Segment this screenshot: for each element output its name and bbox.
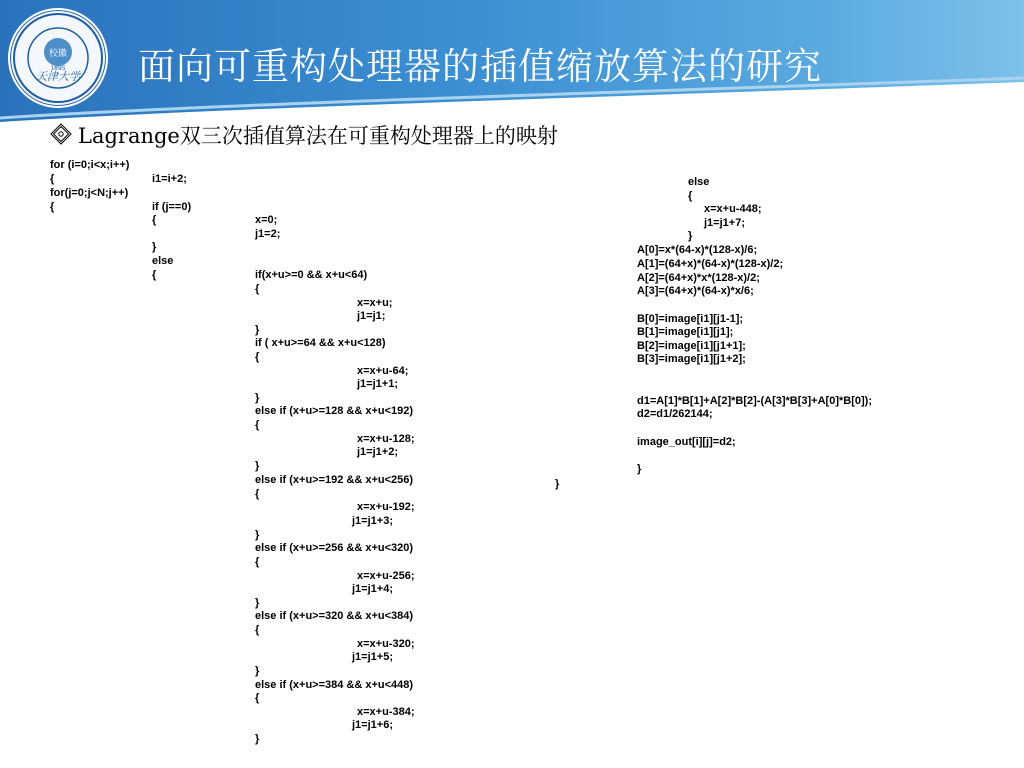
code-line: x=x+u-256; bbox=[357, 570, 415, 582]
code-line: } bbox=[152, 241, 157, 253]
code-line: B[0]=image[i1][j1-1]; bbox=[637, 313, 744, 325]
code-line: j1=j1+6; bbox=[352, 719, 393, 731]
code-line: { bbox=[50, 201, 55, 213]
code-line: } bbox=[255, 597, 260, 609]
svg-text:校徽: 校徽 bbox=[48, 49, 68, 59]
code-line: } bbox=[255, 733, 260, 745]
code-line: x=x+u-448; bbox=[704, 203, 762, 215]
code-line: } bbox=[255, 529, 260, 541]
code-line: j1=2; bbox=[255, 228, 281, 240]
code-line: { bbox=[255, 624, 260, 636]
code-line: } bbox=[637, 463, 642, 475]
code-line: i1=i+2; bbox=[152, 173, 187, 185]
code-line: for (i=0;i<x;i++) bbox=[50, 159, 130, 171]
code-line: j1=j1+2; bbox=[357, 446, 398, 458]
code-line: A[1]=(64+x)*(64-x)*(128-x)/2; bbox=[637, 258, 784, 270]
code-line: { bbox=[255, 556, 260, 568]
code-line: else if (x+u>=320 && x+u<384) bbox=[255, 610, 414, 622]
code-line: } bbox=[255, 324, 260, 336]
svg-text:1895: 1895 bbox=[50, 65, 66, 72]
code-line: d2=d1/262144; bbox=[637, 408, 713, 420]
code-line: j1=j1+4; bbox=[352, 583, 393, 595]
code-line: x=0; bbox=[255, 214, 278, 226]
code-line: if(x+u>=0 && x+u<64) bbox=[255, 269, 368, 281]
code-line: j1=j1+5; bbox=[352, 651, 393, 663]
code-line: B[1]=image[i1][j1]; bbox=[637, 326, 734, 338]
code-line: image_out[i][j]=d2; bbox=[637, 436, 736, 448]
code-line: else if (x+u>=384 && x+u<448) bbox=[255, 679, 414, 691]
code-line: B[2]=image[i1][j1+1]; bbox=[637, 340, 746, 352]
code-line: if ( x+u>=64 && x+u<128) bbox=[255, 337, 386, 349]
code-line: A[3]=(64+x)*(64-x)*x/6; bbox=[637, 285, 754, 297]
code-line: else bbox=[152, 255, 174, 267]
code-line: j1=j1; bbox=[357, 310, 386, 322]
code-line: { bbox=[255, 488, 260, 500]
section-subtitle: Lagrange双三次插值算法在可重构处理器上的映射 bbox=[78, 124, 558, 148]
code-line: x=x+u-384; bbox=[357, 706, 415, 718]
svg-text:天津大学: 天津大学 bbox=[36, 70, 80, 83]
code-line: } bbox=[255, 392, 260, 404]
code-line: { bbox=[255, 692, 260, 704]
code-line: else if (x+u>=128 && x+u<192) bbox=[255, 405, 414, 417]
code-line: if (j==0) bbox=[152, 201, 192, 213]
code-line: else if (x+u>=256 && x+u<320) bbox=[255, 542, 414, 554]
code-line: } bbox=[555, 478, 560, 490]
code-line: x=x+u-192; bbox=[357, 501, 415, 513]
code-line: } bbox=[688, 230, 693, 242]
code-line: A[0]=x*(64-x)*(128-x)/6; bbox=[637, 244, 758, 256]
code-line: x=x+u; bbox=[357, 297, 393, 309]
code-line: B[3]=image[i1][j1+2]; bbox=[637, 353, 746, 365]
page-title: 面向可重构处理器的插值缩放算法的研究 bbox=[138, 45, 822, 88]
code-line: { bbox=[255, 351, 260, 363]
code-line: else if (x+u>=192 && x+u<256) bbox=[255, 474, 414, 486]
university-logo bbox=[8, 8, 108, 108]
code-line: else bbox=[688, 176, 710, 188]
code-line: x=x+u-320; bbox=[357, 638, 415, 650]
code-line: A[2]=(64+x)*x*(128-x)/2; bbox=[637, 272, 760, 284]
code-line: } bbox=[255, 665, 260, 677]
code-line: j1=j1+3; bbox=[352, 515, 393, 527]
code-line: { bbox=[688, 190, 693, 202]
code-line: { bbox=[50, 173, 55, 185]
code-line: for(j=0;j<N;j++) bbox=[50, 187, 129, 199]
diamond-bullet-icon bbox=[50, 123, 72, 145]
code-line: j1=j1+7; bbox=[704, 217, 745, 229]
code-line: j1=j1+1; bbox=[357, 378, 398, 390]
code-line: { bbox=[152, 269, 157, 281]
code-line: x=x+u-128; bbox=[357, 433, 415, 445]
code-line: d1=A[1]*B[1]+A[2]*B[2]-(A[3]*B[3]+A[0]*B[0]); bbox=[637, 395, 872, 407]
code-line: } bbox=[255, 460, 260, 472]
code-line: { bbox=[255, 283, 260, 295]
university-seal-icon bbox=[10, 10, 106, 106]
code-line: { bbox=[152, 214, 157, 226]
code-line: x=x+u-64; bbox=[357, 365, 409, 377]
code-line: { bbox=[255, 419, 260, 431]
